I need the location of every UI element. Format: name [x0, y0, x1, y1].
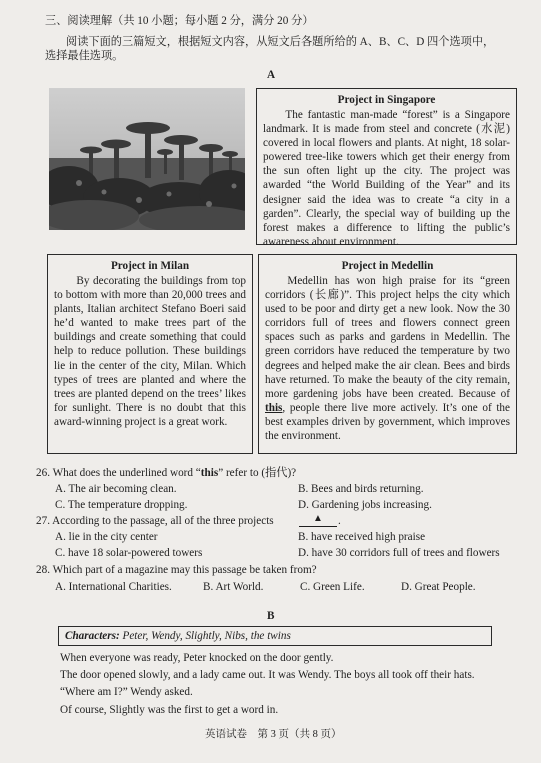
- instruction-line1: 阅读下面的三篇短文，根据短文内容，从短文后各题所给的 A、B、C、D 四个选项中，: [66, 36, 495, 48]
- supertree-photo: [49, 88, 245, 230]
- q26-stem: 26. What does the underlined word “this” refer to (指代)?: [36, 467, 297, 479]
- section-heading: 三、阅读理解（共 10 小题；每小题 2 分，满分 20 分）: [45, 15, 314, 27]
- page-footer: 英语试卷 第 3 页（共 8 页）: [205, 729, 342, 740]
- passage-b-line4: Of course, Slightly was the first to get a word in.: [60, 704, 279, 716]
- passage-a-label: A: [267, 69, 276, 81]
- medellin-title: Project in Medellin: [341, 260, 434, 272]
- q28-option-a: A. International Charities.: [55, 581, 172, 593]
- q28-option-b: B. Art World.: [203, 581, 264, 593]
- milan-project-box: [47, 254, 253, 454]
- q27-option-d: D. have 30 corridors full of trees and flowers: [298, 547, 500, 559]
- q28-stem: 28. Which part of a magazine may this passage be taken from?: [36, 564, 317, 576]
- q27-stem-end: .: [338, 515, 341, 527]
- singapore-title: Project in Singapore: [337, 94, 436, 106]
- q28-option-d: D. Great People.: [401, 581, 476, 593]
- underlined-this: this: [265, 401, 283, 414]
- passage-b-line1: When everyone was ready, Peter knocked on the door gently.: [60, 652, 334, 664]
- q28-option-c: C. Green Life.: [300, 581, 365, 593]
- passage-b-line2: The door opened slowly, and a lady came out. It was Wendy. The boys all took off their hats.: [60, 669, 475, 681]
- passage-b-line3: “Where am I?” Wendy asked.: [60, 686, 193, 698]
- medellin-body-after: , people there live more actively. It’s one of the best examples driven by government, which improves the environment.: [265, 401, 510, 443]
- singapore-project-box: [256, 88, 517, 248]
- instruction-line2: 选择最佳选项。: [45, 50, 124, 62]
- q27-option-a: A. lie in the city center: [55, 531, 158, 543]
- characters-list: Peter, Wendy, Slightly, Nibs, the twins: [122, 630, 291, 642]
- q27-option-b: B. have received high praise: [298, 531, 426, 543]
- characters-box: [58, 626, 492, 646]
- passage-b-label: B: [267, 610, 275, 622]
- characters-line: [65, 629, 291, 643]
- q26-stem-word: this: [200, 467, 219, 479]
- medellin-body-before: Medellin has won high praise for its “green corridors (长廊)”. This project helps the city which used to be poor and dirty get a new look. Now the 30 corridors full of trees and flowers connect green spaces such as parks and gardens in Medellin. The green corridors have reduced the temperature by two degrees and helped make the air clean. Bees and birds have returned. To make the beauty of the city remain, more gardening jobs have been created. Because of: [265, 275, 510, 400]
- supertree-image: [49, 88, 245, 230]
- q26-option-a: A. The air becoming clean.: [55, 483, 177, 495]
- q27-answer-blank: ▲: [299, 512, 337, 527]
- milan-title: Project in Milan: [110, 260, 190, 272]
- milan-body: By decorating the buildings from top to bottom with more than 20,000 trees and plants, Italian architect Stefano Boeri said he’d wanted to make trees part of the buildings and create something that could help to reduce pollution. These buildings lie in the center of the city, Milan. Which types of trees are planted and where the trees are planted depend on the trees’ likes for sunlight. There is no doubt that this award-winning project is a great work.: [54, 275, 246, 428]
- characters-label: Characters:: [65, 630, 120, 642]
- q26-option-b: B. Bees and birds returning.: [298, 483, 424, 495]
- medellin-body: [259, 274, 516, 443]
- q27-stem: 27. According to the passage, all of the three projects: [36, 515, 274, 527]
- q26-option-d: D. Gardening jobs increasing.: [298, 499, 432, 511]
- q27-option-c: C. have 18 solar-powered towers: [55, 547, 203, 559]
- q26-option-c: C. The temperature dropping.: [55, 499, 188, 511]
- singapore-body: The fantastic man-made “forest” is a Singapore landmark. It is made from steel and concrete (水泥) covered in local flowers and plants. At night, 18 solar-powered tree-like towers which get their energy from the sun often light up the city. The project was awarded “the World Building of the Year” and its designer said the idea was to create “a city in a garden”. Clearly, the special way of building up the forest makes a difference to lifting the public’s awareness about environment.: [263, 109, 510, 248]
- medellin-project-box: [258, 254, 517, 454]
